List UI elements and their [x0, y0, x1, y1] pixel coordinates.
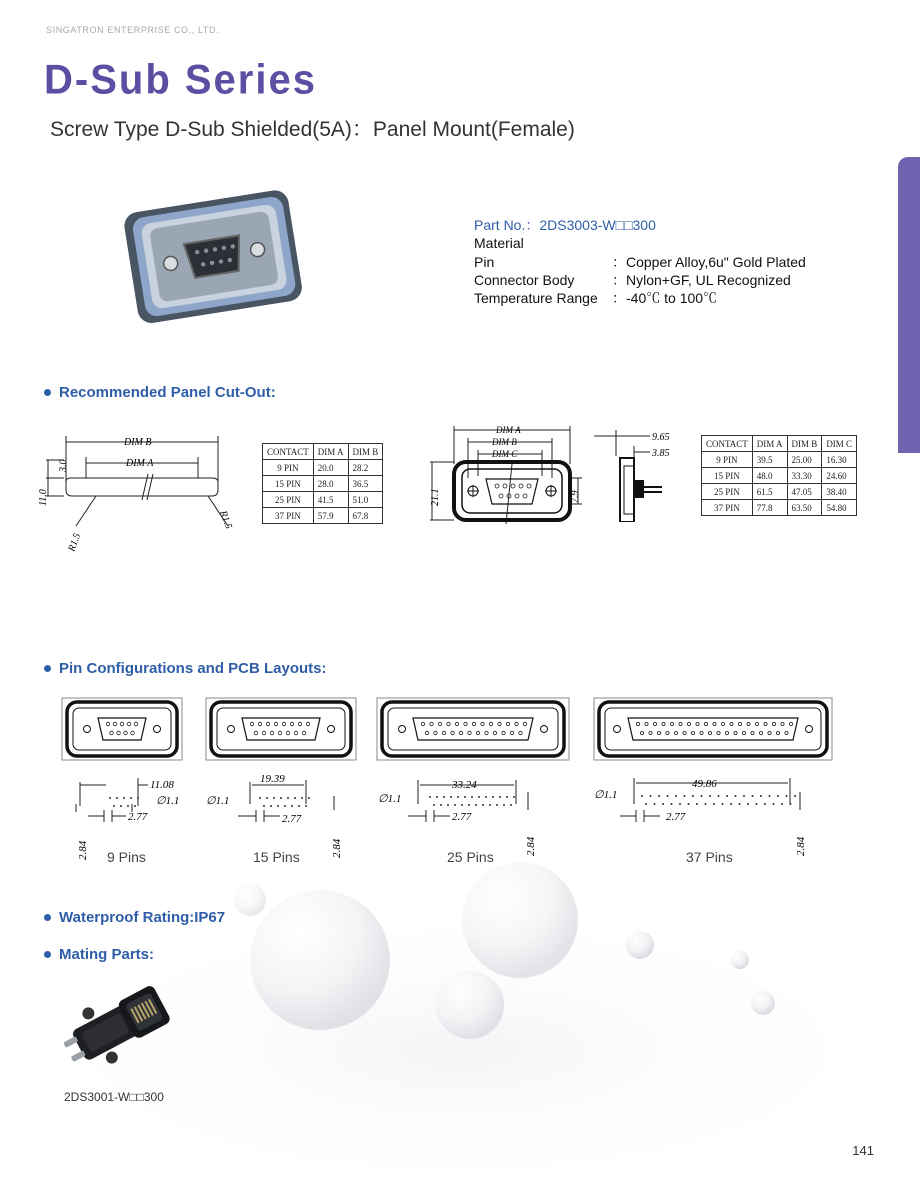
- connector-37-pin: [594, 698, 832, 760]
- section-heading-text: Pin Configurations and PCB Layouts:: [59, 660, 327, 677]
- pcb-row-25: 2.84: [525, 836, 537, 856]
- table-cell: 28.0: [313, 476, 348, 492]
- spec-value: ：Nylon+GF, UL Recognized: [612, 271, 791, 288]
- pcb-pitch-37: 2.77: [666, 811, 686, 823]
- spec-row-pin: [474, 253, 806, 271]
- section-heading-pin-config: [44, 660, 327, 677]
- table-cell: 16.30: [822, 452, 857, 468]
- table-cell: 36.5: [348, 476, 383, 492]
- bullet-icon: [44, 914, 51, 921]
- side-tab: [898, 157, 920, 453]
- spec-key: Connector Body: [474, 271, 575, 288]
- spec-row-body: [474, 271, 806, 289]
- table-header-row: [263, 444, 383, 460]
- table-cell: 15 PIN: [263, 476, 314, 492]
- dim-21-1-label: 21.1: [430, 488, 441, 506]
- section-heading-text: Waterproof Rating:IP67: [59, 909, 226, 926]
- spec-key: Temperature Range: [474, 290, 598, 307]
- table-cell: 61.5: [752, 484, 787, 500]
- table-row: [263, 476, 383, 492]
- connector-9-pin: [62, 698, 182, 760]
- cutout-drawing: [36, 430, 246, 560]
- table-header: CONTACT: [702, 436, 753, 452]
- connector-15-pin: [206, 698, 356, 760]
- pcb-width-9: 11.08: [150, 779, 174, 791]
- dim-a-label: DIM A: [496, 425, 521, 435]
- pcb-width-15: 19.39: [260, 773, 285, 785]
- cutout-table: [262, 443, 383, 524]
- table-header: DIM B: [348, 444, 383, 460]
- table-header-row: [702, 436, 857, 452]
- pcb-layout-drawings: [70, 770, 830, 860]
- connector-25-pin: [377, 698, 569, 760]
- table-row: [702, 500, 857, 516]
- pcb-row-15: 2.84: [331, 838, 343, 858]
- radius-right-label: R1.5: [217, 509, 234, 531]
- radius-left-label: R1.5: [66, 531, 84, 554]
- mating-part-photo: [58, 978, 182, 1074]
- table-cell: 48.0: [752, 468, 787, 484]
- table-cell: 37 PIN: [263, 508, 314, 524]
- dim-b-label: DIM B: [124, 437, 152, 448]
- pin-label-25: 25 Pins: [447, 849, 494, 865]
- table-cell: 25 PIN: [263, 492, 314, 508]
- table-cell: 9 PIN: [263, 460, 314, 476]
- pcb-pitch-9: 2.77: [128, 811, 148, 823]
- pcb-pitch-25: 2.77: [452, 811, 472, 823]
- pcb-row-9: 2.84: [77, 840, 89, 860]
- mating-part-number: 2DS3001-W□□300: [64, 1090, 164, 1104]
- spec-value: ：-40℃ to 100℃: [612, 290, 718, 307]
- table-row: [263, 492, 383, 508]
- table-cell: 41.5: [313, 492, 348, 508]
- bullet-icon: [44, 951, 51, 958]
- table-row: [263, 460, 383, 476]
- pin-label-37: 37 Pins: [686, 849, 733, 865]
- dimension-table: [701, 435, 857, 516]
- pcb-diameter-15: ∅1.1: [206, 795, 230, 807]
- table-cell: 77.8: [752, 500, 787, 516]
- dim-7-9-label: 7.9: [570, 490, 581, 503]
- table-header: DIM A: [313, 444, 348, 460]
- table-row: [702, 484, 857, 500]
- dim-11-0-label: 11.0: [38, 489, 49, 506]
- pcb-row-37: 2.84: [795, 836, 807, 856]
- table-cell: 37 PIN: [702, 500, 753, 516]
- table-cell: 9 PIN: [702, 452, 753, 468]
- dim-b-label: DIM B: [492, 437, 517, 447]
- table-cell: 28.2: [348, 460, 383, 476]
- spec-key: Pin: [474, 253, 495, 270]
- table-row: [263, 508, 383, 524]
- table-cell: 47.05: [787, 484, 822, 500]
- front-view-drawing: [420, 424, 590, 524]
- spec-value: ：Copper Alloy,6u" Gold Plated: [612, 253, 806, 270]
- table-cell: 33.30: [787, 468, 822, 484]
- bullet-icon: [44, 665, 51, 672]
- table-cell: 24.60: [822, 468, 857, 484]
- product-subtitle: Screw Type D-Sub Shielded(5A)：Panel Mount(Female): [50, 118, 575, 141]
- series-title: D-Sub Series: [44, 56, 317, 104]
- table-cell: 51.0: [348, 492, 383, 508]
- table-cell: 57.9: [313, 508, 348, 524]
- connector-front-views: [60, 696, 840, 764]
- section-heading-waterproof: [44, 909, 225, 926]
- part-number: Part No.：2DS3003-W□□300: [474, 217, 656, 233]
- pcb-diameter-37: ∅1.1: [594, 789, 618, 801]
- section-heading-text: Recommended Panel Cut-Out:: [59, 384, 276, 401]
- table-header: DIM B: [787, 436, 822, 452]
- table-cell: 39.5: [752, 452, 787, 468]
- pcb-width-37: 49.86: [692, 778, 717, 790]
- table-cell: 25.00: [787, 452, 822, 468]
- section-heading-text: Mating Parts:: [59, 946, 155, 963]
- page-number: 141: [852, 1143, 874, 1158]
- dim-a-label: DIM A: [126, 458, 154, 469]
- table-cell: 25 PIN: [702, 484, 753, 500]
- table-cell: 63.50: [787, 500, 822, 516]
- pcb-diameter-25: ∅1.1: [378, 793, 402, 805]
- dim-c-label: DIM C: [492, 449, 518, 459]
- bullet-icon: [44, 389, 51, 396]
- table-row: [702, 452, 857, 468]
- table-header: DIM C: [822, 436, 857, 452]
- spec-row-temperature: [474, 289, 806, 307]
- table-row: [702, 468, 857, 484]
- pin-label-15: 15 Pins: [253, 849, 300, 865]
- material-label: Material: [474, 235, 524, 252]
- table-cell: 54.80: [822, 500, 857, 516]
- table-cell: 20.0: [313, 460, 348, 476]
- dim-3-85-label: 3.85: [652, 448, 670, 459]
- dim-9-65-label: 9.65: [652, 432, 670, 443]
- side-view-drawing: [590, 426, 690, 522]
- product-photo: [118, 185, 304, 327]
- pcb-diameter-9: ∅1.1: [156, 795, 180, 807]
- dim-3-0-label: 3.0: [58, 459, 69, 472]
- section-heading-mating: [44, 946, 154, 963]
- table-header: DIM A: [752, 436, 787, 452]
- table-cell: 67.8: [348, 508, 383, 524]
- table-header: CONTACT: [263, 444, 314, 460]
- pcb-pitch-15: 2.77: [282, 813, 302, 825]
- table-cell: 38.40: [822, 484, 857, 500]
- pin-label-9: 9 Pins: [107, 849, 146, 865]
- company-name: SINGATRON ENTERPRISE CO., LTD.: [46, 25, 220, 35]
- spec-block: [474, 216, 806, 307]
- section-heading-cutout: [44, 384, 276, 401]
- pcb-width-25: 33.24: [452, 779, 477, 791]
- table-cell: 15 PIN: [702, 468, 753, 484]
